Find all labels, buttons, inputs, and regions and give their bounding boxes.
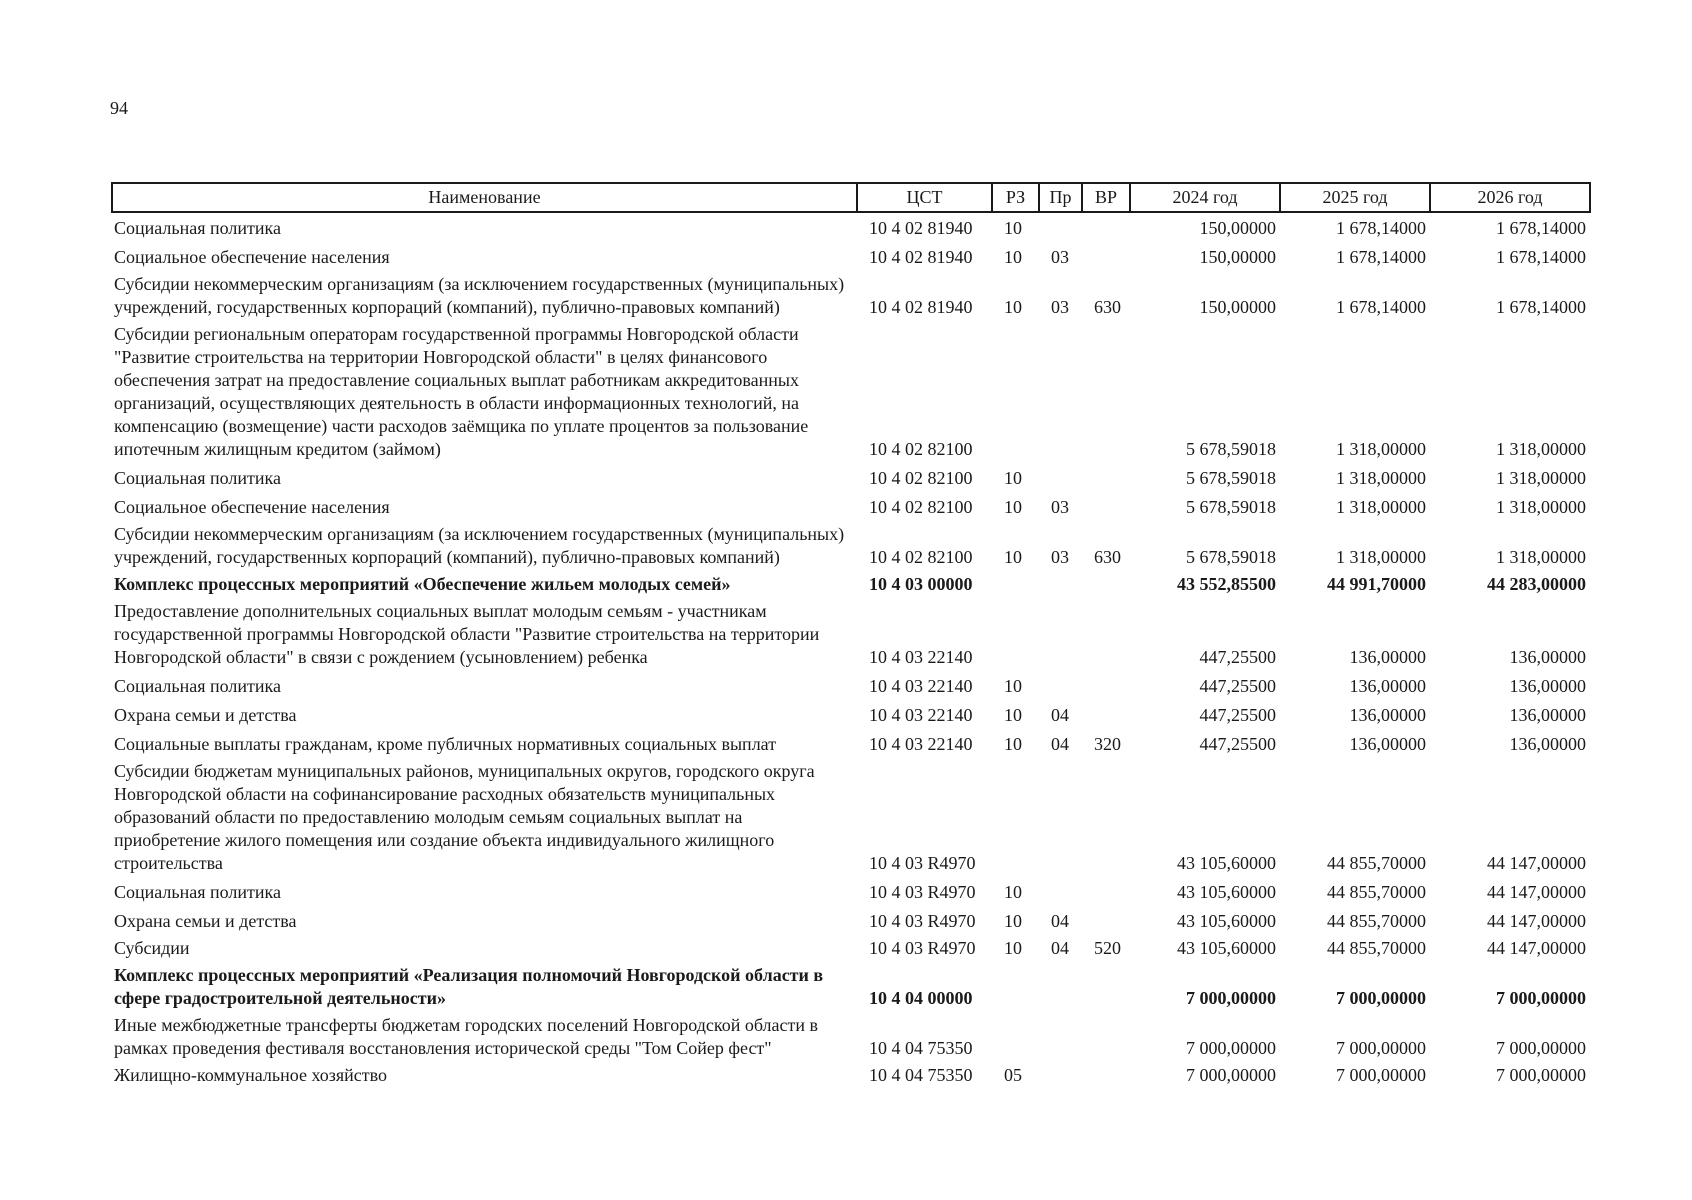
cell-rz: 10 (1004, 547, 1022, 567)
cell-rz: 10 (1004, 705, 1022, 725)
cell-cst: 10 4 03 R4970 (869, 911, 976, 931)
cell-rz: 10 (1004, 297, 1022, 317)
cell-2025: 44 991,70000 (1327, 574, 1426, 594)
table-row (112, 571, 1590, 598)
cell-cst: 10 4 03 R4970 (869, 853, 976, 873)
cell-rz: 10 (1004, 218, 1022, 238)
cell-name: Субсидии бюджетам муниципальных районов, муниципальных округов, городского округа Новгородской области на софинансирование расходных обязательств муниципальных образований области по предоставлению молодым семьям социальных выплат на приобретение жилого помещения или создание объекта индивидуального жилищного строительства (114, 761, 815, 873)
cell-cst: 10 4 03 22140 (869, 676, 973, 696)
cell-2026: 136,00000 (1509, 676, 1586, 696)
header-cst: ЦСТ (857, 183, 992, 212)
cell-2024: 5 678,59018 (1186, 547, 1276, 567)
cell-2026: 136,00000 (1509, 705, 1586, 725)
cell-name: Субсидии (114, 938, 190, 958)
cell-2025: 1 318,00000 (1336, 468, 1426, 488)
cell-2024: 447,25500 (1199, 647, 1276, 667)
table-row (112, 321, 1590, 463)
cell-vr (1082, 242, 1130, 271)
table-row (112, 962, 1590, 1012)
cell-2025: 136,00000 (1349, 676, 1426, 696)
cell-pr: 03 (1051, 497, 1069, 517)
cell-vr (1082, 463, 1130, 492)
cell-cst: 10 4 02 82100 (869, 497, 973, 517)
cell-name: Иные межбюджетные трансферты бюджетам городских поселений Новгородской области в рамках проведения фестиваля восстановления исторической среды "Том Сойер фест" (114, 1015, 818, 1058)
cell-pr (1039, 758, 1082, 877)
cell-pr (1039, 877, 1082, 906)
cell-cst: 10 4 04 75350 (869, 1038, 973, 1058)
cell-2024: 7 000,00000 (1186, 1038, 1276, 1058)
cell-2025: 1 318,00000 (1336, 439, 1426, 459)
table-row (112, 463, 1590, 492)
cell-rz (992, 598, 1039, 671)
cell-vr: 630 (1094, 547, 1121, 567)
cell-pr: 03 (1051, 247, 1069, 267)
cell-2024: 5 678,59018 (1186, 497, 1276, 517)
cell-rz: 10 (1004, 734, 1022, 754)
cell-pr (1039, 671, 1082, 700)
cell-2024: 150,00000 (1199, 218, 1276, 238)
cell-rz (992, 321, 1039, 463)
cell-name: Комплекс процессных мероприятий «Обеспечение жильем молодых семей» (114, 574, 731, 594)
cell-2025: 1 318,00000 (1336, 497, 1426, 517)
table-header-row (112, 183, 1590, 212)
cell-2026: 7 000,00000 (1496, 988, 1586, 1008)
header-vr: ВР (1082, 183, 1130, 212)
cell-name: Социальная политика (114, 218, 281, 238)
cell-2026: 1 318,00000 (1496, 439, 1586, 459)
cell-vr: 630 (1094, 297, 1121, 317)
cell-name: Охрана семьи и детства (114, 911, 297, 931)
cell-rz (992, 1012, 1039, 1062)
cell-2026: 1 318,00000 (1496, 468, 1586, 488)
header-pr: Пр (1039, 183, 1082, 212)
cell-vr (1082, 671, 1130, 700)
cell-vr (1082, 758, 1130, 877)
cell-vr (1082, 212, 1130, 242)
cell-pr (1039, 463, 1082, 492)
cell-name: Субсидии региональным операторам государственной программы Новгородской области "Развитие строительства на территории Новгородской области" в целях финансового обеспечения затрат на предоставление социальных выплат работникам аккредитованных организаций, осуществляющих деятельность в области информационных технологий, на компенсацию (возмещение) части расходов заёмщика по уплате процентов за пользование ипотечным жилищным кредитом (займом) (114, 324, 809, 459)
cell-2026: 1 678,14000 (1496, 247, 1586, 267)
cell-cst: 10 4 02 82100 (869, 468, 973, 488)
cell-2026: 1 678,14000 (1496, 297, 1586, 317)
cell-rz: 10 (1004, 911, 1022, 931)
table-row (112, 1062, 1590, 1089)
cell-name: Предоставление дополнительных социальных выплат молодым семьям - участникам государственной программы Новгородской области "Развитие строительства на территории Новгородской области" в связи с рождением (усыновлением) ребенка (114, 601, 820, 667)
cell-vr: 520 (1094, 938, 1121, 958)
cell-pr (1039, 598, 1082, 671)
table-row (112, 935, 1590, 962)
header-rz: РЗ (992, 183, 1039, 212)
header-name: Наименование (112, 183, 857, 212)
cell-cst: 10 4 03 00000 (869, 574, 973, 594)
cell-pr (1039, 212, 1082, 242)
table-row (112, 700, 1590, 729)
cell-pr (1039, 962, 1082, 1012)
cell-2025: 136,00000 (1349, 705, 1426, 725)
cell-2025: 44 855,70000 (1327, 853, 1426, 873)
cell-vr (1082, 1012, 1130, 1062)
header-2025: 2025 год (1280, 183, 1430, 212)
table-row (112, 271, 1590, 321)
cell-cst: 10 4 03 22140 (869, 705, 973, 725)
cell-name: Социальное обеспечение населения (114, 247, 390, 267)
cell-cst: 10 4 04 75350 (869, 1065, 973, 1085)
cell-2026: 44 283,00000 (1487, 574, 1586, 594)
cell-2025: 1 678,14000 (1336, 297, 1426, 317)
cell-2024: 43 552,85500 (1177, 574, 1276, 594)
cell-vr (1082, 700, 1130, 729)
cell-vr (1082, 492, 1130, 521)
table-body (112, 212, 1590, 1089)
cell-2025: 7 000,00000 (1336, 988, 1426, 1008)
cell-cst: 10 4 02 81940 (869, 218, 973, 238)
cell-2025: 44 855,70000 (1327, 938, 1426, 958)
cell-2024: 43 105,60000 (1177, 938, 1276, 958)
cell-2026: 136,00000 (1509, 734, 1586, 754)
cell-cst: 10 4 02 82100 (869, 439, 973, 459)
cell-2024: 447,25500 (1199, 734, 1276, 754)
cell-2024: 43 105,60000 (1177, 853, 1276, 873)
cell-name: Социальное обеспечение населения (114, 497, 390, 517)
cell-pr: 04 (1051, 911, 1069, 931)
cell-vr (1082, 598, 1130, 671)
cell-2025: 7 000,00000 (1336, 1038, 1426, 1058)
cell-2024: 43 105,60000 (1177, 882, 1276, 902)
cell-pr (1039, 321, 1082, 463)
cell-2026: 1 678,14000 (1496, 218, 1586, 238)
cell-pr: 03 (1051, 297, 1069, 317)
cell-2024: 7 000,00000 (1186, 988, 1276, 1008)
cell-rz: 10 (1004, 676, 1022, 696)
cell-vr (1082, 1062, 1130, 1089)
cell-2026: 44 147,00000 (1487, 882, 1586, 902)
cell-rz: 10 (1004, 247, 1022, 267)
table-row (112, 877, 1590, 906)
header-2024: 2024 год (1130, 183, 1280, 212)
cell-2025: 136,00000 (1349, 647, 1426, 667)
cell-pr: 04 (1051, 705, 1069, 725)
table-row (112, 758, 1590, 877)
cell-2024: 5 678,59018 (1186, 439, 1276, 459)
cell-2026: 7 000,00000 (1496, 1038, 1586, 1058)
cell-vr: 320 (1094, 734, 1121, 754)
table-row (112, 729, 1590, 758)
cell-name: Охрана семьи и детства (114, 705, 297, 725)
table-row (112, 242, 1590, 271)
table-row (112, 212, 1590, 242)
cell-2025: 1 678,14000 (1336, 247, 1426, 267)
cell-rz: 10 (1004, 468, 1022, 488)
cell-2025: 44 855,70000 (1327, 882, 1426, 902)
cell-name: Социальная политика (114, 468, 281, 488)
cell-pr: 04 (1051, 938, 1069, 958)
cell-name: Социальная политика (114, 882, 281, 902)
cell-cst: 10 4 03 22140 (869, 647, 973, 667)
cell-vr (1082, 571, 1130, 598)
cell-name: Жилищно-коммунальное хозяйство (114, 1065, 388, 1085)
cell-2026: 1 318,00000 (1496, 497, 1586, 517)
cell-2024: 5 678,59018 (1186, 468, 1276, 488)
cell-2025: 1 318,00000 (1336, 547, 1426, 567)
cell-pr (1039, 1012, 1082, 1062)
header-2026: 2026 год (1430, 183, 1590, 212)
cell-cst: 10 4 03 R4970 (869, 938, 976, 958)
cell-name: Социальные выплаты гражданам, кроме публичных нормативных социальных выплат (114, 734, 777, 754)
cell-pr (1039, 571, 1082, 598)
cell-rz (992, 962, 1039, 1012)
cell-2026: 44 147,00000 (1487, 938, 1586, 958)
cell-vr (1082, 906, 1130, 935)
table-row (112, 671, 1590, 700)
cell-rz: 10 (1004, 882, 1022, 902)
cell-name: Комплекс процессных мероприятий «Реализация полномочий Новгородской области в сфере градостроительной деятельности» (114, 965, 824, 1008)
cell-pr: 04 (1051, 734, 1069, 754)
cell-name: Субсидии некоммерческим организациям (за исключением государственных (муниципальных) учреждений, государственных корпораций (компаний), публично-правовых компаний) (114, 524, 845, 567)
cell-pr (1039, 1062, 1082, 1089)
cell-2024: 150,00000 (1199, 297, 1276, 317)
table-row (112, 906, 1590, 935)
cell-2024: 150,00000 (1199, 247, 1276, 267)
cell-rz (992, 758, 1039, 877)
cell-vr (1082, 877, 1130, 906)
cell-rz: 10 (1004, 497, 1022, 517)
cell-cst: 10 4 02 81940 (869, 297, 973, 317)
cell-2026: 7 000,00000 (1496, 1065, 1586, 1085)
cell-2026: 44 147,00000 (1487, 853, 1586, 873)
cell-2025: 1 678,14000 (1336, 218, 1426, 238)
cell-rz: 10 (1004, 938, 1022, 958)
cell-pr: 03 (1051, 547, 1069, 567)
cell-2025: 136,00000 (1349, 734, 1426, 754)
cell-name: Социальная политика (114, 676, 281, 696)
cell-2026: 1 318,00000 (1496, 547, 1586, 567)
page-number: 94 (110, 98, 128, 118)
cell-cst: 10 4 02 82100 (869, 547, 973, 567)
cell-2025: 44 855,70000 (1327, 911, 1426, 931)
cell-cst: 10 4 03 R4970 (869, 882, 976, 902)
cell-rz: 05 (1004, 1065, 1022, 1085)
cell-vr (1082, 321, 1130, 463)
table-row (112, 1012, 1590, 1062)
cell-cst: 10 4 03 22140 (869, 734, 973, 754)
cell-vr (1082, 962, 1130, 1012)
table-row (112, 598, 1590, 671)
cell-2024: 447,25500 (1199, 676, 1276, 696)
cell-2024: 7 000,00000 (1186, 1065, 1276, 1085)
cell-cst: 10 4 02 81940 (869, 247, 973, 267)
cell-2026: 136,00000 (1509, 647, 1586, 667)
table-row (112, 521, 1590, 571)
table-row (112, 492, 1590, 521)
cell-name: Субсидии некоммерческим организациям (за исключением государственных (муниципальных) учреждений, государственных корпораций (компаний), публично-правовых компаний) (114, 274, 845, 317)
cell-cst: 10 4 04 00000 (869, 988, 973, 1008)
cell-2024: 447,25500 (1199, 705, 1276, 725)
cell-2024: 43 105,60000 (1177, 911, 1276, 931)
cell-rz (992, 571, 1039, 598)
cell-2025: 7 000,00000 (1336, 1065, 1426, 1085)
budget-table (111, 182, 1591, 1089)
cell-2026: 44 147,00000 (1487, 911, 1586, 931)
